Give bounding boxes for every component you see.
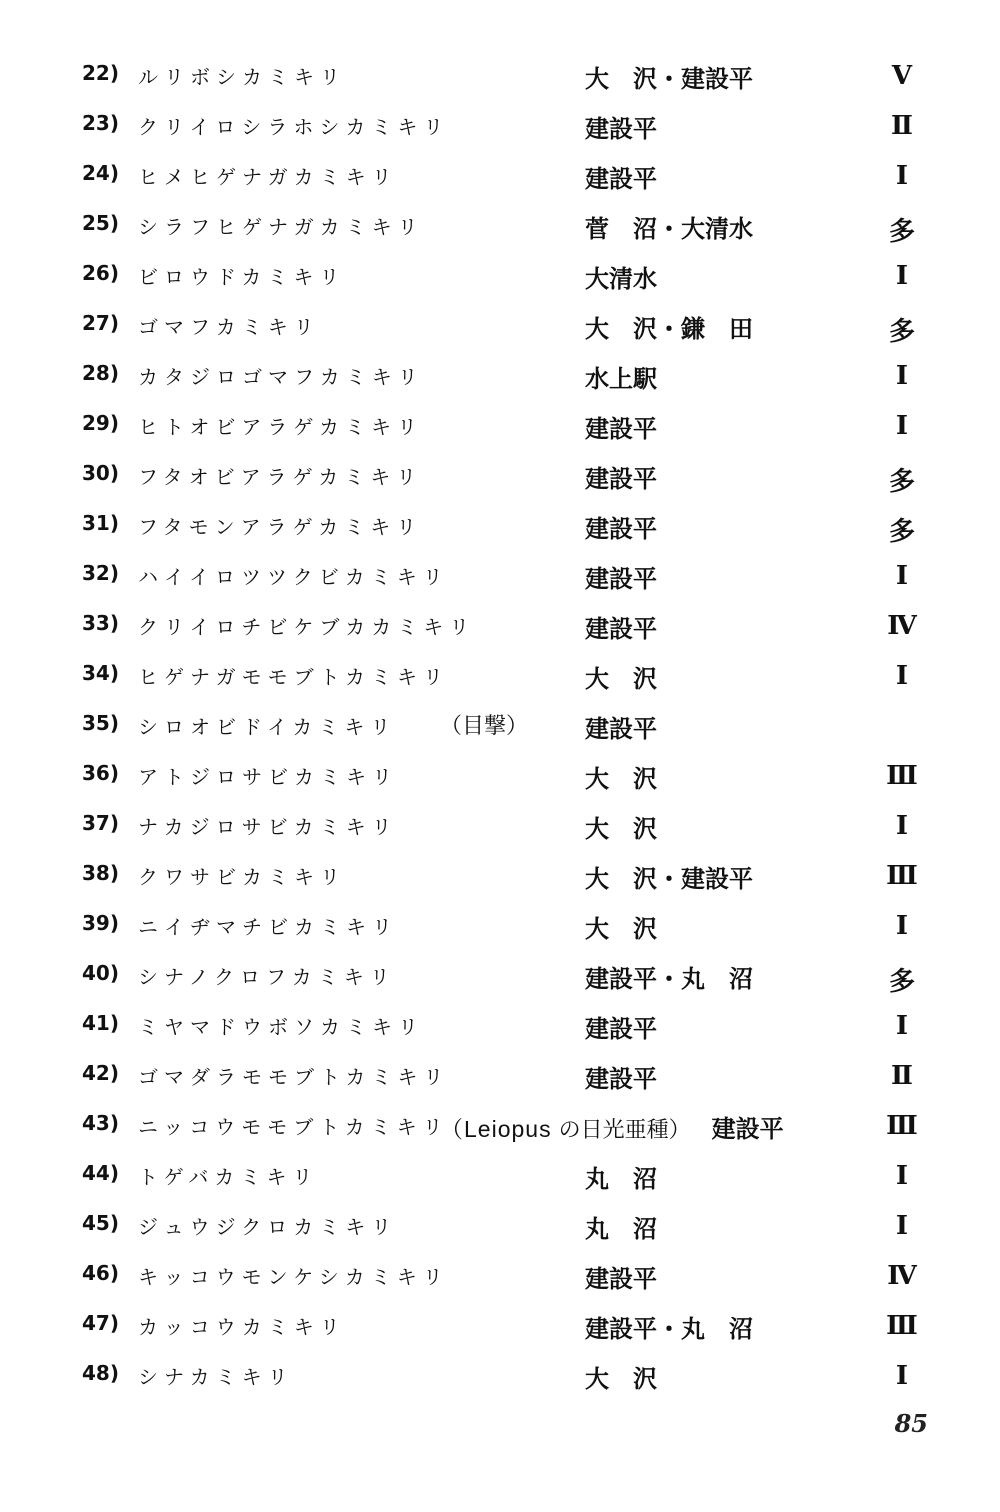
subspecies-note [440,1109,784,1144]
species-name: カッコウカミキリ [138,1315,346,1339]
collection-location: 建設平 [585,514,657,543]
genus-note: （Leiopus [440,1116,552,1142]
entry-number: 39) [82,911,119,935]
species-name: ビロウドカミキリ [138,265,346,289]
entry-number: 35) [82,711,119,735]
abundance-rank: Ⅲ [886,1311,918,1341]
species-name: ヒメヒゲナガカミキリ [138,165,398,189]
list-item [0,1355,1000,1405]
entry-number: 32) [82,561,119,585]
collection-location: 菅 沼・大清水 [585,214,753,243]
entry-number: 31) [82,511,119,535]
abundance-rank: Ⅰ [895,361,909,391]
species-name: シラフヒゲナガカミキリ [138,215,424,239]
collection-location: 丸 沼 [585,1164,657,1193]
collection-location: 建設平 [585,714,657,743]
species-name: ハイイロツツクビカミキリ [138,565,449,589]
collection-location: 大 沢 [585,1364,657,1393]
list-item [0,355,1000,405]
list-item [0,405,1000,455]
abundance-rank: Ⅳ [887,611,917,641]
species-name: ジュウジクロカミキリ [138,1215,398,1239]
collection-location: 建設平 [585,1064,657,1093]
species-name: クリイロシラホシカミキリ [138,115,450,139]
list-item [0,555,1000,605]
abundance-rank: Ⅲ [886,1111,918,1141]
entry-number: 22) [82,61,119,85]
collection-location: 建設平 [585,614,657,643]
species-name: ヒトオビアラゲカミキリ [138,415,423,439]
list-item [0,805,1000,855]
abundance-rank: 多 [888,467,915,497]
species-name: ゴマフカミキリ [138,315,320,339]
collection-location: 建設平 [585,164,657,193]
abundance-rank: Ⅰ [895,261,909,291]
species-name: ニッコウモモブトカミキリ [138,1115,449,1139]
entry-number: 43) [82,1111,119,1135]
list-item [0,1005,1000,1055]
collection-location: 大清水 [585,264,657,293]
subspecies-remark: の日光亜種） [558,1118,691,1143]
abundance-rank: Ⅰ [895,1161,909,1191]
abundance-rank: Ⅰ [895,1211,909,1241]
species-name: フタオビアラゲカミキリ [138,465,423,489]
list-item [0,305,1000,355]
entry-number: 24) [82,161,119,185]
abundance-rank: Ⅱ [891,1061,913,1091]
entry-number: 27) [82,311,119,335]
entry-number: 26) [82,261,119,285]
list-item [0,205,1000,255]
species-name: シロオビドイカミキリ [138,715,397,739]
collection-location: 建設平・丸 沼 [585,964,753,993]
collection-location: 大 沢・建設平 [585,864,753,893]
entry-number: 23) [82,111,119,135]
abundance-rank: Ⅰ [895,911,909,941]
list-item [0,155,1000,205]
list-item [0,905,1000,955]
list-item [0,55,1000,105]
abundance-rank: Ⅲ [886,761,918,791]
collection-location: 建設平 [585,1264,657,1293]
entry-number: 44) [82,1161,119,1185]
collection-location: 大 沢・鎌 田 [585,314,753,343]
abundance-rank: Ⅲ [886,861,918,891]
list-item [0,1055,1000,1105]
list-item [0,605,1000,655]
entry-number: 28) [82,361,119,385]
list-item [0,1155,1000,1205]
abundance-rank: 多 [888,517,915,547]
species-name: クワサビカミキリ [138,865,346,889]
list-item [0,1105,1000,1155]
abundance-rank: Ⅰ [895,1361,909,1391]
list-item [0,955,1000,1005]
species-name: ナカジロサビカミキリ [138,815,398,839]
collection-location: 大 沢 [585,764,657,793]
collection-location: 建設平 [585,414,657,443]
abundance-rank: 多 [888,967,915,997]
collection-location: 建設平・丸 沼 [585,1314,753,1343]
abundance-rank: Ⅴ [891,61,913,91]
collection-location: 大 沢 [585,814,657,843]
collection-location: 建設平 [711,1114,784,1143]
species-name: カタジロゴマフカミキリ [138,365,424,389]
list-item [0,1255,1000,1305]
entry-number: 37) [82,811,119,835]
entry-number: 47) [82,1311,119,1335]
abundance-rank: Ⅳ [887,1261,917,1291]
entry-number: 33) [82,611,119,635]
abundance-rank: Ⅰ [895,411,909,441]
species-name: フタモンアラゲカミキリ [138,515,423,539]
list-item [0,455,1000,505]
entry-number: 45) [82,1211,119,1235]
collection-location: 水上駅 [585,364,657,393]
entry-number: 25) [82,211,119,235]
list-item [0,1205,1000,1255]
species-name: ヒゲナガモモブトカミキリ [138,665,449,689]
list-item [0,255,1000,305]
list-item [0,655,1000,705]
abundance-rank: 多 [888,317,915,347]
list-item [0,855,1000,905]
collection-location: 丸 沼 [585,1214,657,1243]
abundance-rank: 多 [888,217,915,247]
abundance-rank: Ⅰ [895,661,909,691]
entry-number: 48) [82,1361,119,1385]
abundance-rank: Ⅰ [895,161,909,191]
entry-number: 30) [82,461,119,485]
species-name: シナノクロフカミキリ [138,965,396,989]
species-name: ニイヂマチビカミキリ [138,915,398,939]
collection-location: 大 沢 [585,664,657,693]
observation-note: （目撃） [440,714,529,739]
abundance-rank: Ⅰ [895,1011,909,1041]
species-name: トゲバカミキリ [138,1165,319,1189]
list-item [0,755,1000,805]
entry-number: 36) [82,761,119,785]
abundance-rank: Ⅰ [895,561,909,591]
list-item [0,705,1000,755]
collection-location: 建設平 [585,464,657,493]
entry-number: 34) [82,661,119,685]
collection-location: 建設平 [585,114,657,143]
entry-number: 41) [82,1011,119,1035]
abundance-rank: Ⅱ [891,111,913,141]
species-name: ルリボシカミキリ [138,65,346,89]
species-name: アトジロサビカミキリ [138,765,398,789]
abundance-rank: Ⅰ [895,811,909,841]
collection-location: 建設平 [585,564,657,593]
list-item [0,505,1000,555]
page-number: 85 [894,1409,928,1438]
species-name: キッコウモンケシカミキリ [138,1265,449,1289]
entry-number: 29) [82,411,119,435]
list-item [0,105,1000,155]
species-name: ミヤマドウボソカミキリ [138,1015,424,1039]
collection-location: 大 沢・建設平 [585,64,753,93]
species-name: ゴマダラモモブトカミキリ [138,1065,450,1089]
species-name: クリイロチビケブカカミキリ [138,615,476,639]
collection-location: 建設平 [585,1014,657,1043]
collection-location: 大 沢 [585,914,657,943]
entry-number: 38) [82,861,119,885]
entry-number: 42) [82,1061,119,1085]
list-item [0,1305,1000,1355]
entry-number: 40) [82,961,119,985]
species-name: シナカミキリ [138,1365,294,1389]
entry-number: 46) [82,1261,119,1285]
species-list [0,55,1000,1405]
